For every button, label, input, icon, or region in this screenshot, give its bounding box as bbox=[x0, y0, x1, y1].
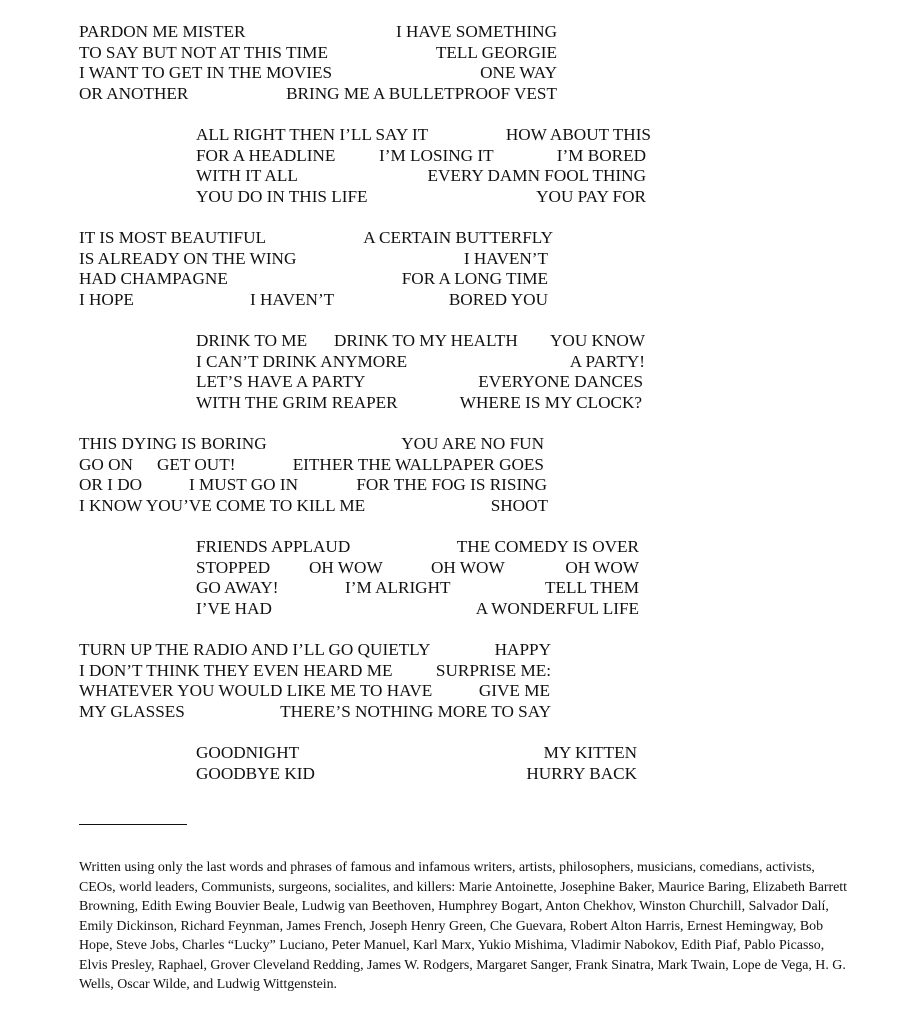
stanza-2 bbox=[196, 125, 651, 207]
phrase: I KNOW YOU’VE COME TO KILL ME bbox=[79, 495, 366, 515]
poem-line bbox=[79, 640, 551, 661]
poem-line bbox=[79, 661, 551, 682]
phrase: GET OUT! bbox=[157, 454, 236, 474]
footnote: Written using only the last words and phrases of famous and infamous writers, artists, philosophers, musicians, comedians, activists, CEOs, world leaders, Communists, surgeons, socialites, and killers: Marie Antoinette, Josephine Baker, Maurice Baring, Elizabeth Barrett Browning, Edith Ewing Bouvier Beale, Ludwig van Beethoven, Humphrey Bogart, Anton Chekhov, Winston Churchill, Salvador Dalí, Emily Dickinson, Richard Feynman, James French, Joseph Henry Green, Che Guevara, Robert Alton Harris, Ernest Hemingway, Bob Hope, Steve Jobs, Charles “Lucky” Luciano, Peter Manuel, Karl Marx, Yukio Mishima, Vladimir Nabokov, Edith Piaf, Pablo Picasso, Elvis Presley, Raphael, Grover Cleveland Redding, James W. Rodgers, Margaret Sanger, Frank Sinatra, Mark Twain, Lope de Vega, H. G. Wells, Oscar Wilde, and Ludwig Wittgenstein. bbox=[79, 860, 848, 992]
poem-line bbox=[196, 146, 651, 167]
phrase: I HAVE SOMETHING bbox=[395, 22, 557, 41]
stanza-6 bbox=[196, 537, 639, 619]
phrase: EVERY DAMN FOOL THING bbox=[427, 166, 646, 186]
phrase: TELL GEORGIE bbox=[435, 42, 557, 62]
phrase: LET’S HAVE A PARTY bbox=[196, 372, 366, 392]
poem-line bbox=[79, 496, 548, 517]
poem-line bbox=[79, 434, 548, 455]
phrase: WITH THE GRIM REAPER bbox=[196, 392, 398, 412]
phrase: I HOPE bbox=[79, 289, 134, 309]
poem-line bbox=[79, 84, 557, 105]
phrase: I’VE HAD bbox=[196, 598, 272, 618]
phrase: THIS DYING IS BORING bbox=[79, 434, 267, 453]
phrase: MY KITTEN bbox=[543, 743, 637, 762]
phrase: EVERYONE DANCES bbox=[478, 372, 643, 392]
phrase: I HAVEN’T bbox=[250, 289, 335, 309]
phrase: I MUST GO IN bbox=[189, 475, 299, 495]
phrase: TO SAY BUT NOT AT THIS TIME bbox=[79, 42, 328, 62]
phrase: FRIENDS APPLAUD bbox=[196, 537, 351, 556]
phrase: A WONDERFUL LIFE bbox=[475, 598, 639, 618]
poem-line bbox=[79, 228, 553, 249]
phrase: GOODNIGHT bbox=[196, 743, 300, 762]
phrase: TURN UP THE RADIO AND I’LL GO QUIETLY bbox=[79, 640, 431, 659]
phrase: A CERTAIN BUTTERFLY bbox=[363, 228, 553, 247]
poem-line bbox=[79, 22, 557, 43]
footnote-rule bbox=[79, 824, 187, 825]
phrase: I’M LOSING IT bbox=[379, 145, 494, 165]
phrase: WHATEVER YOU WOULD LIKE ME TO HAVE bbox=[79, 681, 433, 701]
phrase: HAD CHAMPAGNE bbox=[79, 269, 228, 289]
poem-line bbox=[79, 290, 553, 311]
poem-line bbox=[196, 578, 639, 599]
phrase: HAPPY bbox=[494, 640, 551, 659]
phrase: GIVE ME bbox=[478, 681, 550, 701]
phrase: I WANT TO GET IN THE MOVIES bbox=[79, 63, 333, 83]
phrase: I’M BORED bbox=[556, 145, 646, 165]
poem-line bbox=[79, 455, 548, 476]
phrase: SURPRISE ME: bbox=[435, 660, 551, 680]
poem-line bbox=[79, 702, 551, 723]
stanza-8 bbox=[196, 743, 637, 784]
stanza-7 bbox=[79, 640, 551, 722]
phrase: YOU KNOW bbox=[550, 331, 645, 350]
poem-line bbox=[196, 764, 637, 785]
phrase: ALL RIGHT THEN I’LL SAY IT bbox=[196, 125, 429, 144]
phrase: OR ANOTHER bbox=[79, 83, 189, 103]
phrase: FOR THE FOG IS RISING bbox=[356, 475, 547, 495]
stanza-3 bbox=[79, 228, 553, 310]
phrase: PARDON ME MISTER bbox=[79, 22, 246, 41]
phrase: THE COMEDY IS OVER bbox=[456, 537, 639, 556]
phrase: TELL THEM bbox=[544, 578, 639, 598]
phrase: HOW ABOUT THIS bbox=[505, 125, 651, 144]
phrase: STOPPED bbox=[196, 557, 271, 577]
phrase: BORED YOU bbox=[448, 289, 548, 309]
phrase: GOODBYE KID bbox=[196, 763, 315, 783]
poem-line bbox=[196, 187, 651, 208]
poem-line bbox=[196, 599, 639, 620]
phrase: A PARTY! bbox=[569, 351, 645, 371]
phrase: GO ON bbox=[79, 454, 133, 474]
poem-line bbox=[79, 475, 548, 496]
phrase: YOU DO IN THIS LIFE bbox=[196, 186, 368, 206]
stanza-5 bbox=[79, 434, 548, 516]
poem-line bbox=[196, 537, 639, 558]
phrase: MY GLASSES bbox=[79, 701, 185, 721]
phrase: OR I DO bbox=[79, 475, 143, 495]
phrase: IS ALREADY ON THE WING bbox=[79, 248, 297, 268]
poem-line bbox=[79, 43, 557, 64]
poem-line bbox=[196, 393, 645, 414]
phrase: FOR A HEADLINE bbox=[196, 145, 336, 165]
poem-line bbox=[79, 681, 551, 702]
poem-line bbox=[196, 331, 645, 352]
phrase: OH WOW bbox=[565, 557, 639, 577]
phrase: I CAN’T DRINK ANYMORE bbox=[196, 351, 408, 371]
phrase: I’M ALRIGHT bbox=[345, 578, 451, 598]
phrase: FOR A LONG TIME bbox=[401, 269, 548, 289]
phrase: WITH IT ALL bbox=[196, 166, 298, 186]
poem-line bbox=[196, 558, 639, 579]
stanza-4 bbox=[196, 331, 645, 413]
poem-line bbox=[196, 352, 645, 373]
phrase: WHERE IS MY CLOCK? bbox=[459, 392, 642, 412]
phrase: ONE WAY bbox=[480, 63, 557, 83]
phrase: GO AWAY! bbox=[196, 578, 279, 598]
phrase: HURRY BACK bbox=[526, 763, 637, 783]
phrase: YOU PAY FOR bbox=[536, 186, 646, 206]
phrase: BRING ME A BULLETPROOF VEST bbox=[286, 83, 557, 103]
poem-line bbox=[79, 249, 553, 270]
phrase: I HAVEN’T bbox=[463, 248, 548, 268]
phrase: OH WOW bbox=[309, 557, 383, 577]
phrase: THERE’S NOTHING MORE TO SAY bbox=[280, 701, 551, 721]
poem-line bbox=[196, 125, 651, 146]
phrase: EITHER THE WALLPAPER GOES bbox=[292, 454, 544, 474]
poem-line bbox=[79, 269, 553, 290]
poem-line bbox=[196, 372, 645, 393]
phrase: DRINK TO ME bbox=[196, 331, 308, 350]
stanza-1 bbox=[79, 22, 557, 104]
phrase: DRINK TO MY HEALTH bbox=[334, 331, 518, 350]
phrase: OH WOW bbox=[431, 557, 505, 577]
poem-line bbox=[196, 743, 637, 764]
phrase: I DON’T THINK THEY EVEN HEARD ME bbox=[79, 660, 393, 680]
poem-line bbox=[196, 166, 651, 187]
phrase: IT IS MOST BEAUTIFUL bbox=[79, 228, 267, 247]
phrase: SHOOT bbox=[490, 495, 548, 515]
poem-line bbox=[79, 63, 557, 84]
phrase: YOU ARE NO FUN bbox=[401, 434, 544, 453]
